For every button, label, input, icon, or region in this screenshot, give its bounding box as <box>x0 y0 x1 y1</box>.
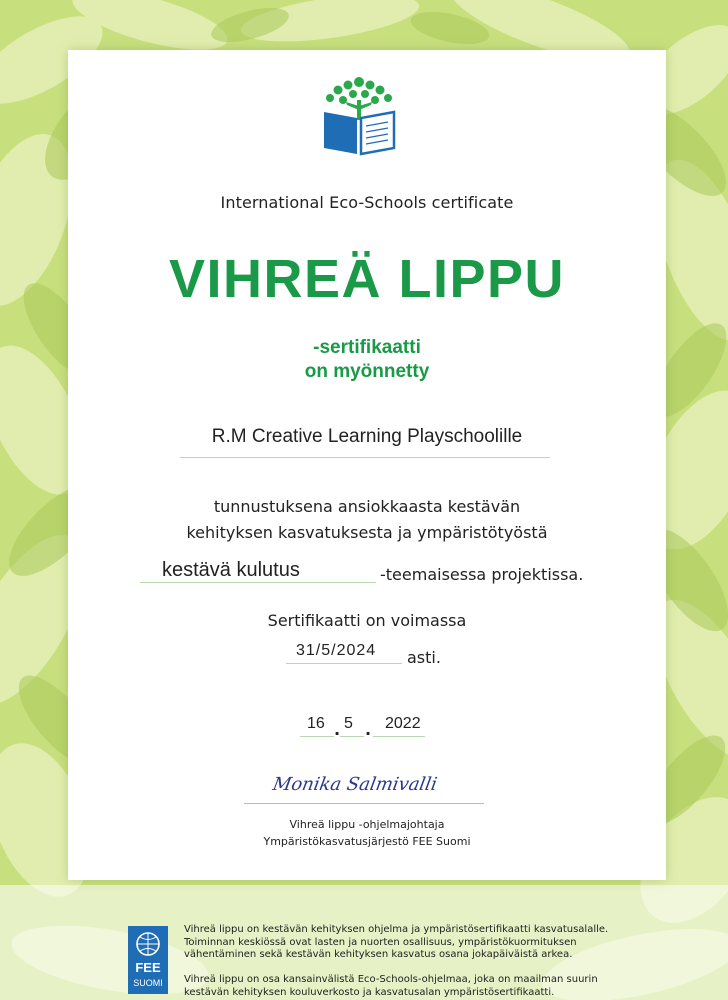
certificate-card <box>68 50 666 880</box>
fee-suomi-logo <box>128 926 168 994</box>
validity-label: Sertifikaatti on voimassa <box>267 611 467 630</box>
fee-logo-subtext: SUOMI <box>133 978 163 988</box>
signature: Monika Salmivalli <box>271 774 439 795</box>
issue-month-underline <box>340 736 364 737</box>
footer-paragraph-2 <box>184 974 704 999</box>
issue-day-underline <box>300 736 334 737</box>
recipient-name: R.M Creative Learning Playschoolille <box>211 426 523 447</box>
footer-paragraph-1-line: Vihreä lippu on kestävän kehityksen ohjelma ja ympäristösertifikaatti kasvatusalalle. <box>184 924 609 935</box>
footer-paragraph-1-line: vähentäminen sekä kestävän kehityksen kasvatus osana jokapäiväistä arkea. <box>184 949 573 960</box>
recognition-line1: tunnustuksena ansiokkaasta kestävän <box>213 497 521 516</box>
certificate-header: International Eco-Schools certificate <box>220 193 514 212</box>
theme-suffix: -teemaisessa projektissa. <box>380 565 584 584</box>
valid-until-underline <box>286 663 402 664</box>
theme-value: kestävä kulutus <box>162 559 300 581</box>
signature-line <box>244 803 484 804</box>
eco-schools-logo <box>316 72 402 158</box>
footer-paragraph-2-line: Vihreä lippu on osa kansainvälistä Eco-Schools-ohjelmaa, joka on maailman suurin <box>184 974 598 985</box>
footer <box>0 890 728 1000</box>
issue-year: 2022 <box>385 715 421 732</box>
recipient-underline <box>180 457 550 458</box>
date-separator: . <box>365 720 372 739</box>
signer-role: Vihreä lippu -ohjelmajohtaja <box>289 818 445 831</box>
footer-paragraph-1 <box>184 924 704 962</box>
certificate-subtitle-line2: on myönnetty <box>304 361 430 382</box>
footer-paragraph-1-line: Toiminnan keskiössä ovat lasten ja nuorten osallisuus, ympäristökuormituksen <box>184 936 577 948</box>
theme-underline <box>140 582 376 583</box>
certificate-title: VIHREÄ LIPPU <box>168 249 566 309</box>
issue-day: 16 <box>307 715 325 732</box>
fee-logo-text: FEE <box>135 960 161 975</box>
recognition-line2: kehityksen kasvatuksesta ja ympäristötyöstä <box>186 523 548 542</box>
footer-paragraph-2-line: kestävän kehityksen kouluverkosto ja kasvatusalan ympäristösertifikaatti. <box>184 986 555 998</box>
signer-organization: Ympäristökasvatusjärjestö FEE Suomi <box>263 835 471 848</box>
issue-year-underline <box>373 736 425 737</box>
date-separator: . <box>334 720 341 739</box>
valid-until-suffix: asti. <box>407 648 441 667</box>
issue-month: 5 <box>344 715 353 732</box>
certificate-subtitle-line1: -sertifikaatti <box>313 337 421 358</box>
valid-until-date: 31/5/2024 <box>296 642 377 659</box>
